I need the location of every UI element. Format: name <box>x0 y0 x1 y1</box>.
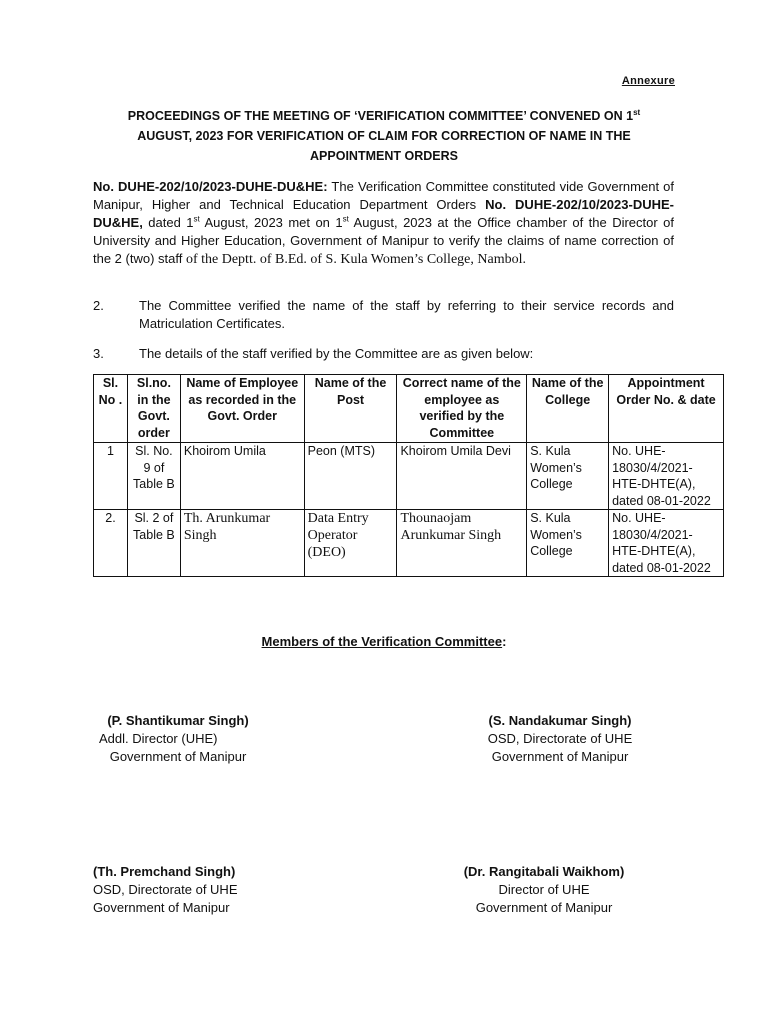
para1-sup-1: st <box>193 214 200 224</box>
signatory-designation: OSD, Directorate of UHE <box>93 882 238 897</box>
signatory-name: (Th. Premchand Singh) <box>93 864 236 879</box>
header-sl-govt-order: Sl.no. in the Govt. order <box>127 375 180 443</box>
table-row <box>94 443 724 510</box>
signatory-org: Government of Manipur <box>93 900 230 915</box>
title-line-1: PROCEEDINGS OF THE MEETING OF ‘VERIFICATION COMMITTEE’ CONVENED ON 1 <box>127 109 634 123</box>
cell-sl-govt-order: Sl. 2 of Table B <box>127 510 180 577</box>
signatory-2 <box>470 712 650 766</box>
reference-number: No. DUHE-202/10/2023-DUHE-DU&HE: <box>93 179 328 194</box>
signatory-org: Government of Manipur <box>475 900 613 915</box>
para1-text-4: August, 2023 at the Office chamber of the Director of University and Higher Education, Government of Manipur to verify the claims of name correction of the 2 (two) staff <box>93 215 674 266</box>
cell-sl-no: 2. <box>94 510 128 577</box>
header-post: Name of the Post <box>304 375 397 443</box>
cell-correct-name: Thounaojam Arunkumar Singh <box>397 510 527 577</box>
title-line-2: AUGUST, 2023 FOR VERIFICATION OF CLAIM FOR CORRECTION OF NAME IN THE <box>137 129 631 143</box>
cell-sl-no: 1 <box>94 443 128 510</box>
para1-text-2: dated 1 <box>142 215 194 230</box>
cell-college: S. Kula Women’s College <box>527 510 609 577</box>
title-sup: st <box>633 107 641 117</box>
signatory-4 <box>448 863 640 917</box>
header-sl-no: Sl. No . <box>94 375 128 443</box>
signatory-name: (S. Nandakumar Singh) <box>488 713 632 728</box>
header-college: Name of the College <box>527 375 609 443</box>
para2-number: 2. <box>93 298 104 313</box>
cell-appointment-order: No. UHE-18030/4/2021-HTE-DHTE(A), dated 08-01-2022 <box>609 443 724 510</box>
cell-employee-name: Th. Arunkumar Singh <box>180 510 304 577</box>
cell-sl-govt-order: Sl. No. 9 of Table B <box>127 443 180 510</box>
cell-correct-name: Khoirom Umila Devi <box>397 443 527 510</box>
para1-text-3: August, 2023 met on 1 <box>199 215 343 230</box>
cell-post: Data Entry Operator (DEO) <box>304 510 397 577</box>
staff-table <box>93 374 724 577</box>
signatory-1 <box>93 712 263 766</box>
table-header-row <box>94 375 724 443</box>
table-row <box>94 510 724 577</box>
members-heading-colon: : <box>502 634 507 649</box>
cell-post: Peon (MTS) <box>304 443 397 510</box>
signatory-designation: Addl. Director (UHE) <box>99 731 218 746</box>
members-heading-text: Members of the Verification Committee <box>261 634 503 649</box>
signatory-name: (Dr. Rangitabali Waikhom) <box>463 864 625 879</box>
signatory-designation: OSD, Directorate of UHE <box>487 731 633 746</box>
cell-appointment-order: No. UHE-18030/4/2021-HTE-DHTE(A), dated 08-01-2022 <box>609 510 724 577</box>
cell-employee-name: Khoirom Umila <box>180 443 304 510</box>
members-heading <box>0 633 768 650</box>
signatory-designation: Director of UHE <box>498 882 590 897</box>
annexure-label: Annexure <box>621 75 675 87</box>
para3-text: The details of the staff verified by the Committee are as given below: <box>139 346 534 361</box>
signatory-org: Government of Manipur <box>109 749 247 764</box>
reference-number-2: No. DUHE-202/10/2023-DUHE-DU&HE, <box>93 197 674 230</box>
para1-text-5: of the Deptt. of B.Ed. of S. Kula Women’s College, Nambol. <box>185 252 526 267</box>
header-appointment-order: Appointment Order No. & date <box>609 375 724 443</box>
signatory-3 <box>93 863 253 917</box>
paragraph-3 <box>93 345 674 363</box>
title-line-3: APPOINTMENT ORDERS <box>310 149 458 163</box>
para1-text-1: The Verification Committee constituted vide Government of Manipur, Higher and Technical Education Department Orders <box>93 179 675 212</box>
para3-number: 3. <box>93 346 104 361</box>
signatory-name: (P. Shantikumar Singh) <box>107 713 249 728</box>
para2-text: The Committee verified the name of the staff by referring to their service records and Matriculation Certificates. <box>139 298 674 331</box>
paragraph-2 <box>93 297 674 333</box>
para1-sup-2: st <box>342 214 349 224</box>
signatory-org: Government of Manipur <box>491 749 629 764</box>
header-correct-name: Correct name of the employee as verified by the Committee <box>397 375 527 443</box>
paragraph-1 <box>93 178 674 269</box>
header-employee-name: Name of Employee as recorded in the Govt. Order <box>180 375 304 443</box>
cell-college: S. Kula Women’s College <box>527 443 609 510</box>
document-title <box>108 106 660 166</box>
